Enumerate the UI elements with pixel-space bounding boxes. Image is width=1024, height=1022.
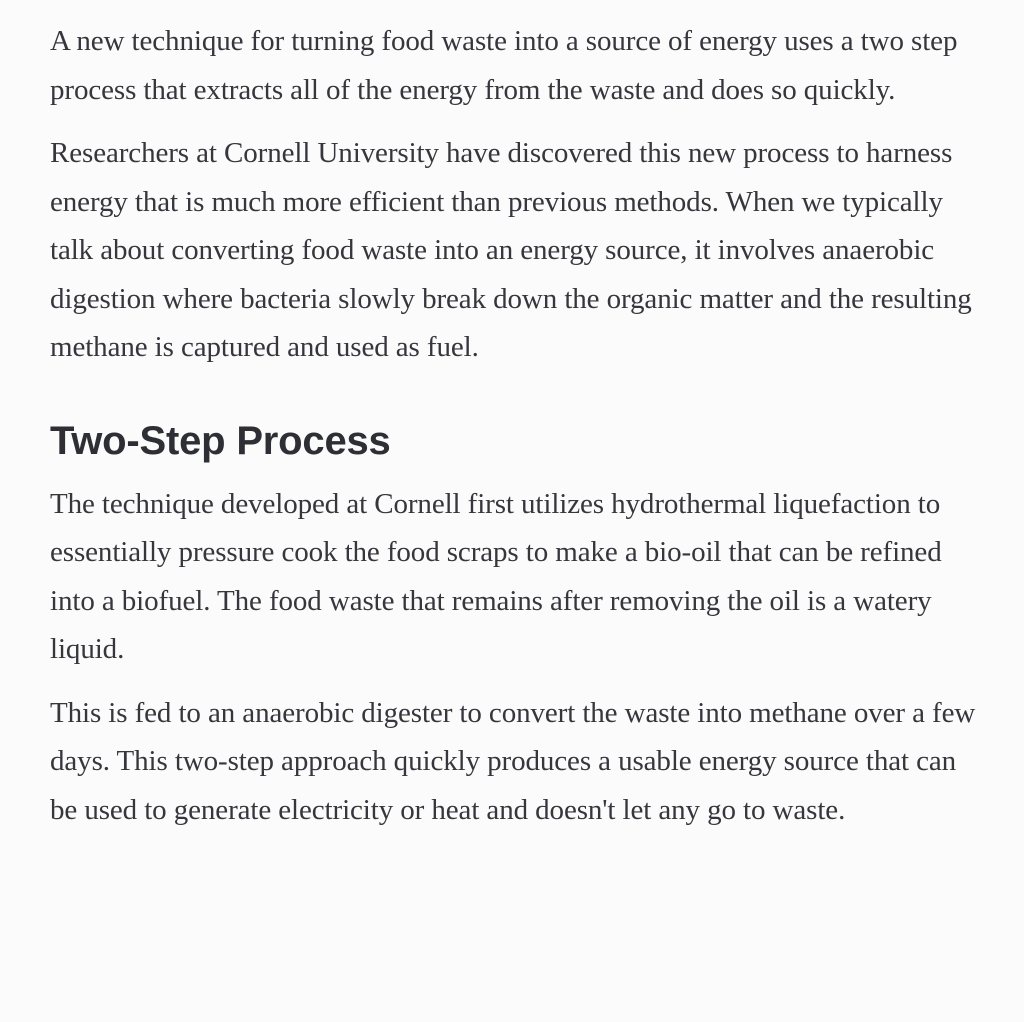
article-paragraph: The technique developed at Cornell first utilizes hydrothermal liquefaction to essentially pressure cook the food scraps to make a bio-oil that can be refined into a biofuel. The food waste that remains after removing the oil is a watery liquid.	[50, 487, 942, 665]
article-paragraph: Researchers at Cornell University have discovered this new process to harness energy that is much more efficient than previous methods. When we typically talk about converting food waste into an energy source, it involves anaerobic digestion where bacteria slowly break down the organic matter and the resulting methane is captured and used as fuel.	[50, 137, 972, 363]
article-body	[50, 17, 990, 834]
article-paragraph: A new technique for turning food waste into a source of energy uses a two step process that extracts all of the energy from the waste and does so quickly.	[50, 25, 958, 106]
article-paragraph: This is fed to an anaerobic digester to convert the waste into methane over a few days. This two-step approach quickly produces a usable energy source that can be used to generate electricity or heat and doesn't let any go to waste.	[50, 696, 976, 826]
section-heading: Two-Step Process	[50, 418, 391, 463]
